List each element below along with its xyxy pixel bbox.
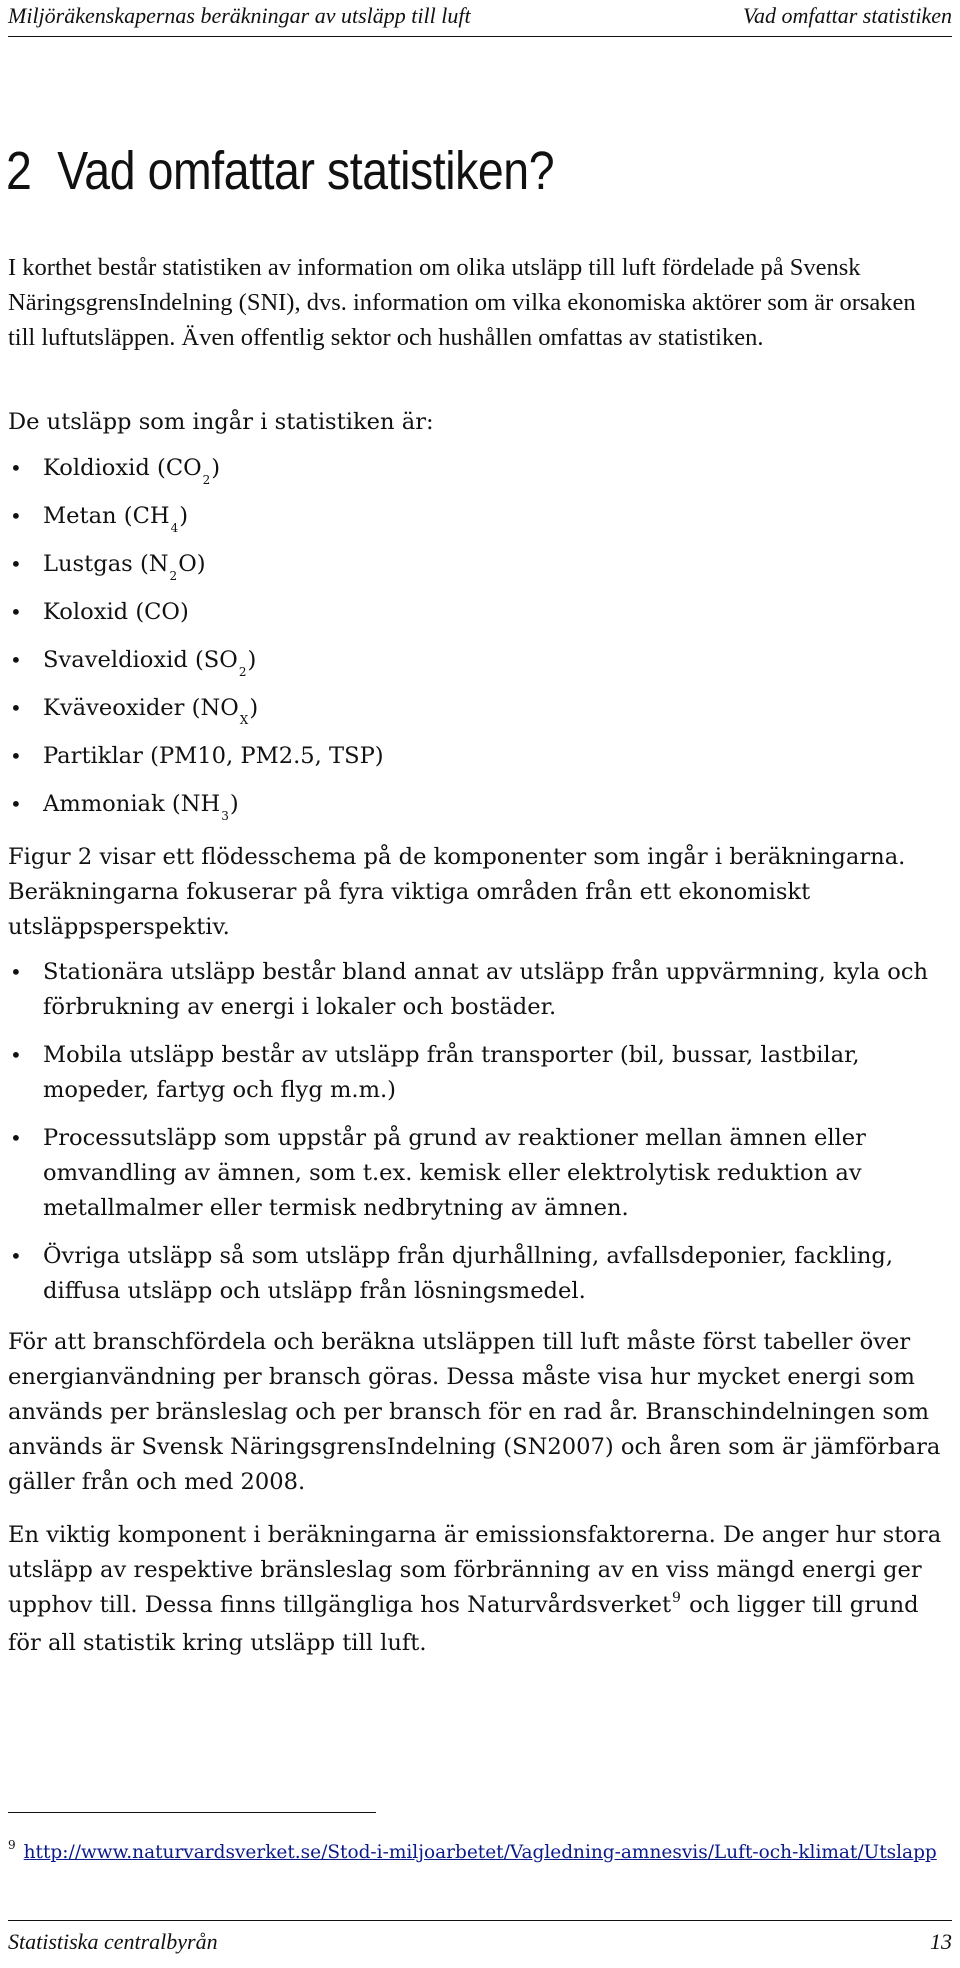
list-item	[8, 1038, 950, 1108]
gas-name: Svaveldioxid	[43, 647, 188, 673]
footnote	[8, 1838, 948, 1869]
bullet-icon: •	[10, 792, 22, 816]
gas-name: Koldioxid	[43, 455, 150, 481]
bullet-icon: •	[10, 1126, 22, 1150]
list-item	[8, 739, 950, 776]
bullet-icon: •	[10, 1244, 22, 1268]
list-item	[8, 451, 950, 488]
gas-name: Koloxid	[43, 599, 129, 625]
gas-name: Metan	[43, 503, 117, 529]
gas-name: Ammoniak	[43, 791, 165, 817]
gas-list	[8, 451, 950, 824]
bullet-icon: •	[10, 600, 22, 624]
running-header	[8, 0, 952, 37]
gas-formula: $(CH_4)$	[123, 503, 189, 535]
list-item	[8, 499, 950, 536]
bullet-icon: •	[10, 1043, 22, 1067]
chapter-number: 2	[6, 141, 32, 201]
footer-publisher: Statistiska centralbyrån	[8, 1929, 218, 1954]
footnote-link[interactable]: http://www.naturvardsverket.se/Stod-i-miljoarbetet/Vagledning-amnesvis/Luft-och-klimat/Utslapp	[23, 1842, 937, 1863]
bullet-icon: •	[10, 552, 22, 576]
list-item	[8, 643, 950, 680]
area-text: Stationära utsläpp består bland annat av utsläpp från uppvärmning, kyla och förbrukning av energi i lokaler och bostäder.	[43, 959, 929, 1020]
running-footer	[8, 1920, 952, 1961]
emission-area-list	[8, 955, 950, 1309]
footnote-reference[interactable]: 9	[672, 1590, 681, 1606]
emission-factor-paragraph: En viktig komponent i beräkningarna är emissionsfaktorerna. De anger hur stora utsläpp av respektive bränsleslag som förbränning av en viss mängd energi ger upphov till. Dessa finns tillgängliga hos Naturvårdsverket$^9$ och ligger till grund för all statistik kring utsläpp till luft.	[8, 1522, 942, 1656]
bullet-icon: •	[10, 648, 22, 672]
emissions-intro: De utsläpp som ingår i statistiken är:	[8, 409, 434, 435]
bullet-icon: •	[10, 456, 22, 480]
gas-name: Kväveoxider	[43, 695, 185, 721]
header-section: Vad omfattar statistiken	[743, 3, 952, 28]
gas-formula: $(CO_2)$	[157, 455, 221, 487]
footnote-number: 9	[8, 1838, 16, 1852]
area-text: Processutsläpp som uppstår på grund av reaktioner mellan ämnen eller omvandling av ämnen, som t.ex. kemisk eller elektrolytisk reduktion av metallmalmer eller termisk nedbrytning av ämnen.	[43, 1125, 866, 1221]
bullet-icon: •	[10, 744, 22, 768]
energy-paragraph: För att branschfördela och beräkna utsläppen till luft måste först tabeller över energianvändning per bransch göras. Dessa måste visa hur mycket energi som används per bränsleslag och per bransch för en rad år. Branschindelningen som används är Svensk NäringsgrensIndelning (SN2007) och åren som är jämförbara gäller från och med 2008.	[8, 1329, 941, 1495]
page-number: 13	[930, 1929, 952, 1954]
list-item	[8, 595, 950, 632]
figure-paragraph: Figur 2 visar ett flödesschema på de komponenter som ingår i beräkningarna. Beräkningarna fokuserar på fyra viktiga områden från ett ekonomiskt utsläppsperspektiv.	[8, 844, 906, 940]
list-item	[8, 1121, 950, 1226]
bullet-icon: •	[10, 696, 22, 720]
list-item	[8, 955, 950, 1025]
list-item	[8, 1239, 950, 1309]
gas-name: Lustgas	[43, 551, 133, 577]
header-title: Miljöräkenskapernas beräkningar av utsläpp till luft	[8, 3, 471, 28]
gas-formula: (CO)	[135, 599, 189, 625]
list-item	[8, 787, 950, 824]
bullet-icon: •	[10, 504, 22, 528]
main-content	[8, 405, 950, 1661]
intro-paragraph: I korthet består statistiken av information om olika utsläpp till luft fördelade på Svensk NäringsgrensIndelning (SNI), dvs. information om vilka ekonomiska aktörer som är orsaken till luftutsläppen. Även offentlig sektor och hushållen omfattas av statistiken.	[8, 254, 916, 351]
area-text: Övriga utsläpp så som utsläpp från djurhållning, avfallsdeponier, fackling, diffusa utsläpp och utsläpp från lösningsmedel.	[43, 1243, 894, 1304]
gas-formula: $(N_2O)$	[139, 551, 206, 583]
footnote-divider	[8, 1812, 376, 1813]
bullet-icon: •	[10, 960, 22, 984]
gas-formula: $(SO_2)$	[194, 647, 257, 679]
gas-formula: (PM10, PM2.5, TSP)	[150, 743, 384, 769]
chapter-heading	[6, 140, 554, 202]
area-text: Mobila utsläpp består av utsläpp från transporter (bil, bussar, lastbilar, mopeder, fartyg och flyg m.m.)	[43, 1042, 860, 1103]
gas-name: Partiklar	[43, 743, 143, 769]
chapter-title: Vad omfattar statistiken?	[57, 141, 555, 201]
gas-formula: $(NH_3)$	[171, 791, 239, 823]
list-item	[8, 547, 950, 584]
list-item	[8, 691, 950, 728]
gas-formula: $(NO_X)$	[191, 695, 259, 727]
